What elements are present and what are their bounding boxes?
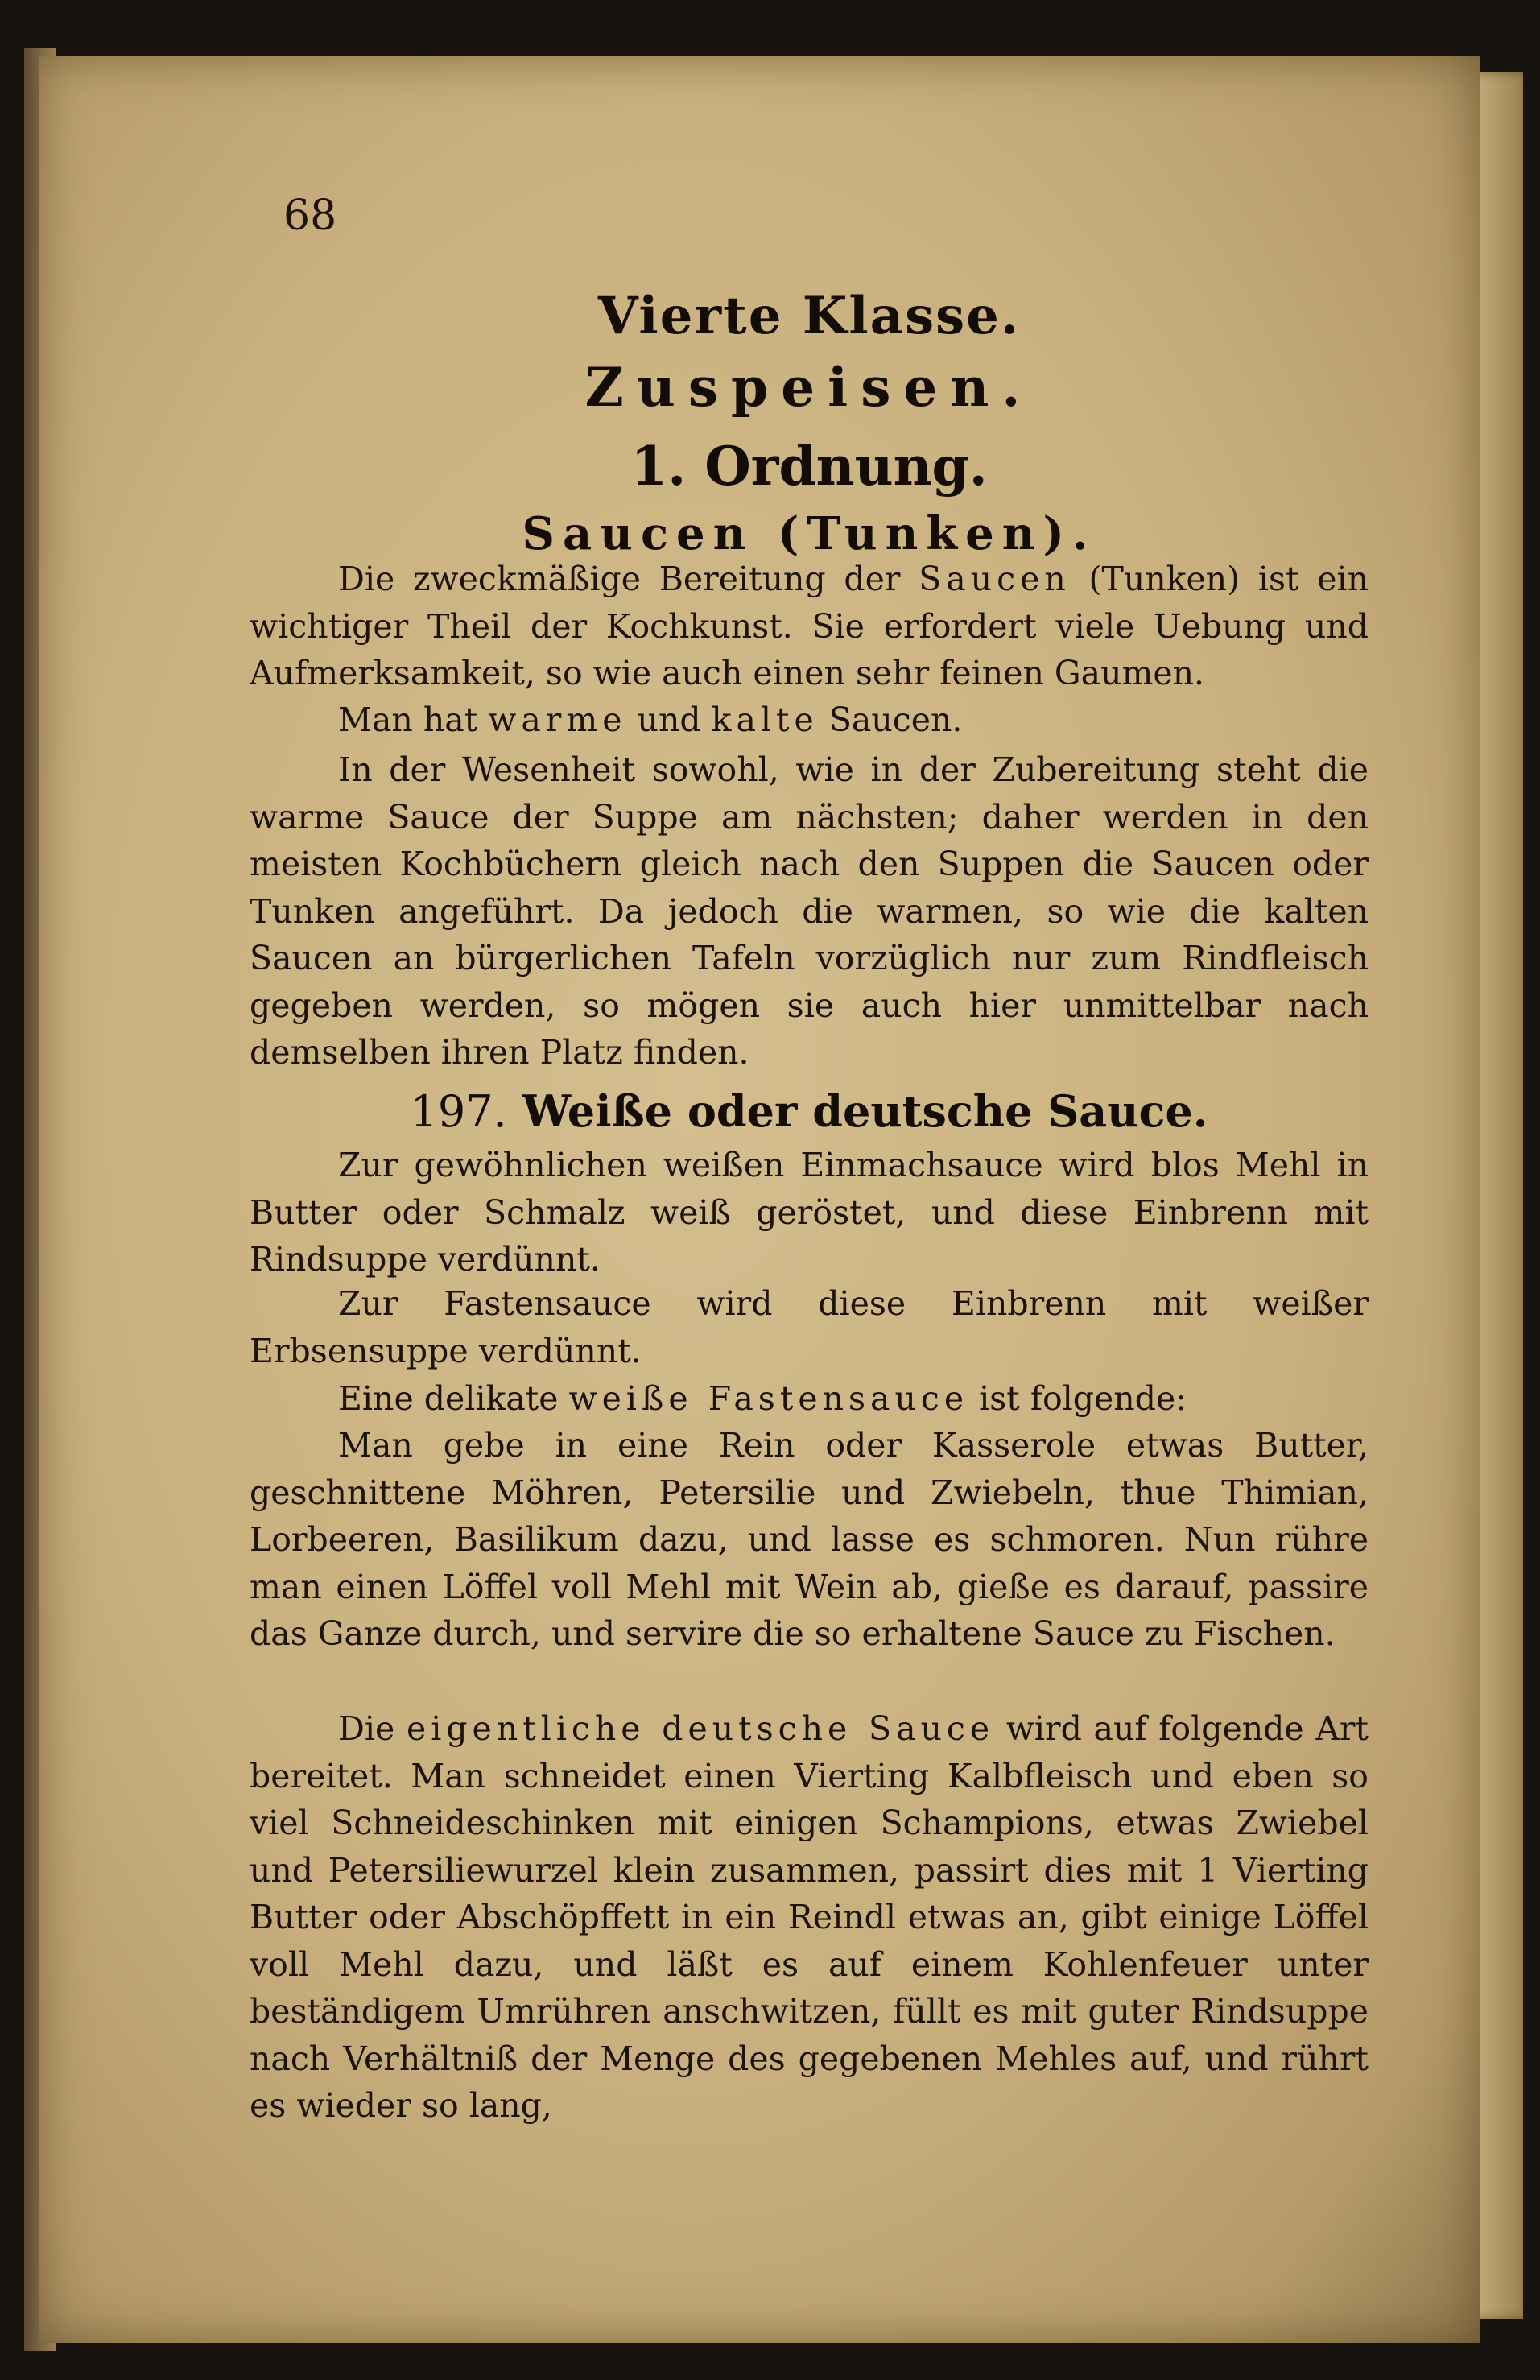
text-run: ist folgende: <box>968 1379 1187 1418</box>
section-title: Zuspeisen. <box>584 356 1034 419</box>
order-title: 1. Ordnung. <box>630 435 988 498</box>
text-run: Die <box>338 1709 407 1748</box>
recipe-paragraph: Zur Fastensauce wird diese Einbrenn mit weißer Erbsensuppe verdünnt. <box>250 1284 1369 1370</box>
text-run: Saucen. <box>818 700 963 739</box>
emphasis: weiße Fastensauce <box>568 1379 969 1418</box>
text-run: Eine delikate <box>338 1379 569 1418</box>
intro-paragraph <box>250 556 1369 697</box>
emphasis: kalte <box>711 700 819 739</box>
emphasis: Saucen <box>919 560 1071 598</box>
intro-paragraph <box>250 696 1369 744</box>
text-run: und <box>626 700 712 739</box>
text-run: Die zweckmäßige Bereitung der <box>338 560 919 598</box>
page-number: 68 <box>283 192 337 240</box>
recipe-paragraph <box>250 1705 1369 2130</box>
recipe-paragraph: Man gebe in eine Rein oder Kasserole etwas Butter, geschnittene Möhren, Petersilie und Zwiebeln, thue Thimian, Lorbeeren, Basilikum dazu, und lasse es schmoren. Nun rühre man einen Löffel voll Mehl mit Wein ab, gieße es darauf, passire das Ganze durch, und servire die so erhaltene Sauce zu Fischen. <box>250 1426 1369 1653</box>
emphasis: warme <box>488 700 627 739</box>
text-run: (Tunken) ist ein wichtiger Theil der Kochkunst. Sie erfordert viele Uebung und Aufmerksamkeit, so wie auch einen sehr feinen Gaumen. <box>250 560 1369 692</box>
recipe-name: Weiße oder deutsche Sauce. <box>522 1085 1208 1137</box>
text-run: wird auf folgende Art bereitet. Man schneidet einen Vierting Kalbfleisch und eben so viel Schneideschinken mit einigen Schampions, etwas Zwiebel und Petersiliewurzel klein zusammen, passirt dies mit 1 Vierting Butter oder Abschöpffett in ein Reindl etwas an, gibt einige Löffel voll Mehl dazu, und läßt es auf einem Kohlenfeuer unter beständigem Umrühren anschwitzen, füllt es mit guter Rindsuppe nach Verhältniß der Menge des gegebenen Mehles auf, und rührt es wieder so lang, <box>250 1709 1369 2125</box>
recipe-title <box>250 1085 1369 1138</box>
recipe-paragraph <box>250 1375 1369 1423</box>
sauce-title: Saucen (Tunken). <box>522 507 1096 560</box>
class-title: Vierte Klasse. <box>597 286 1021 346</box>
emphasis: eigentliche deutsche Sauce <box>406 1709 995 1748</box>
intro-paragraph: In der Wesenheit sowohl, wie in der Zubereitung steht die warme Sauce der Suppe am nächsten; daher werden in den meisten Kochbüchern gleich nach den Suppen die Saucen oder Tunken angeführt. Da jedoch die warmen, so wie die kalten Saucen an bürgerlichen Tafeln vorzüglich nur zum Rindfleisch gegeben werden, so mögen sie auch hier unmittelbar nach demselben ihren Platz finden. <box>250 750 1369 1072</box>
recipe-paragraph: Zur gewöhnlichen weißen Einmachsauce wird blos Mehl in Butter oder Schmalz weiß geröstet, und diese Einbrenn mit Rindsuppe verdünnt. <box>250 1146 1369 1279</box>
text-run: Man hat <box>338 700 489 739</box>
recipe-number: 197. <box>410 1086 507 1137</box>
